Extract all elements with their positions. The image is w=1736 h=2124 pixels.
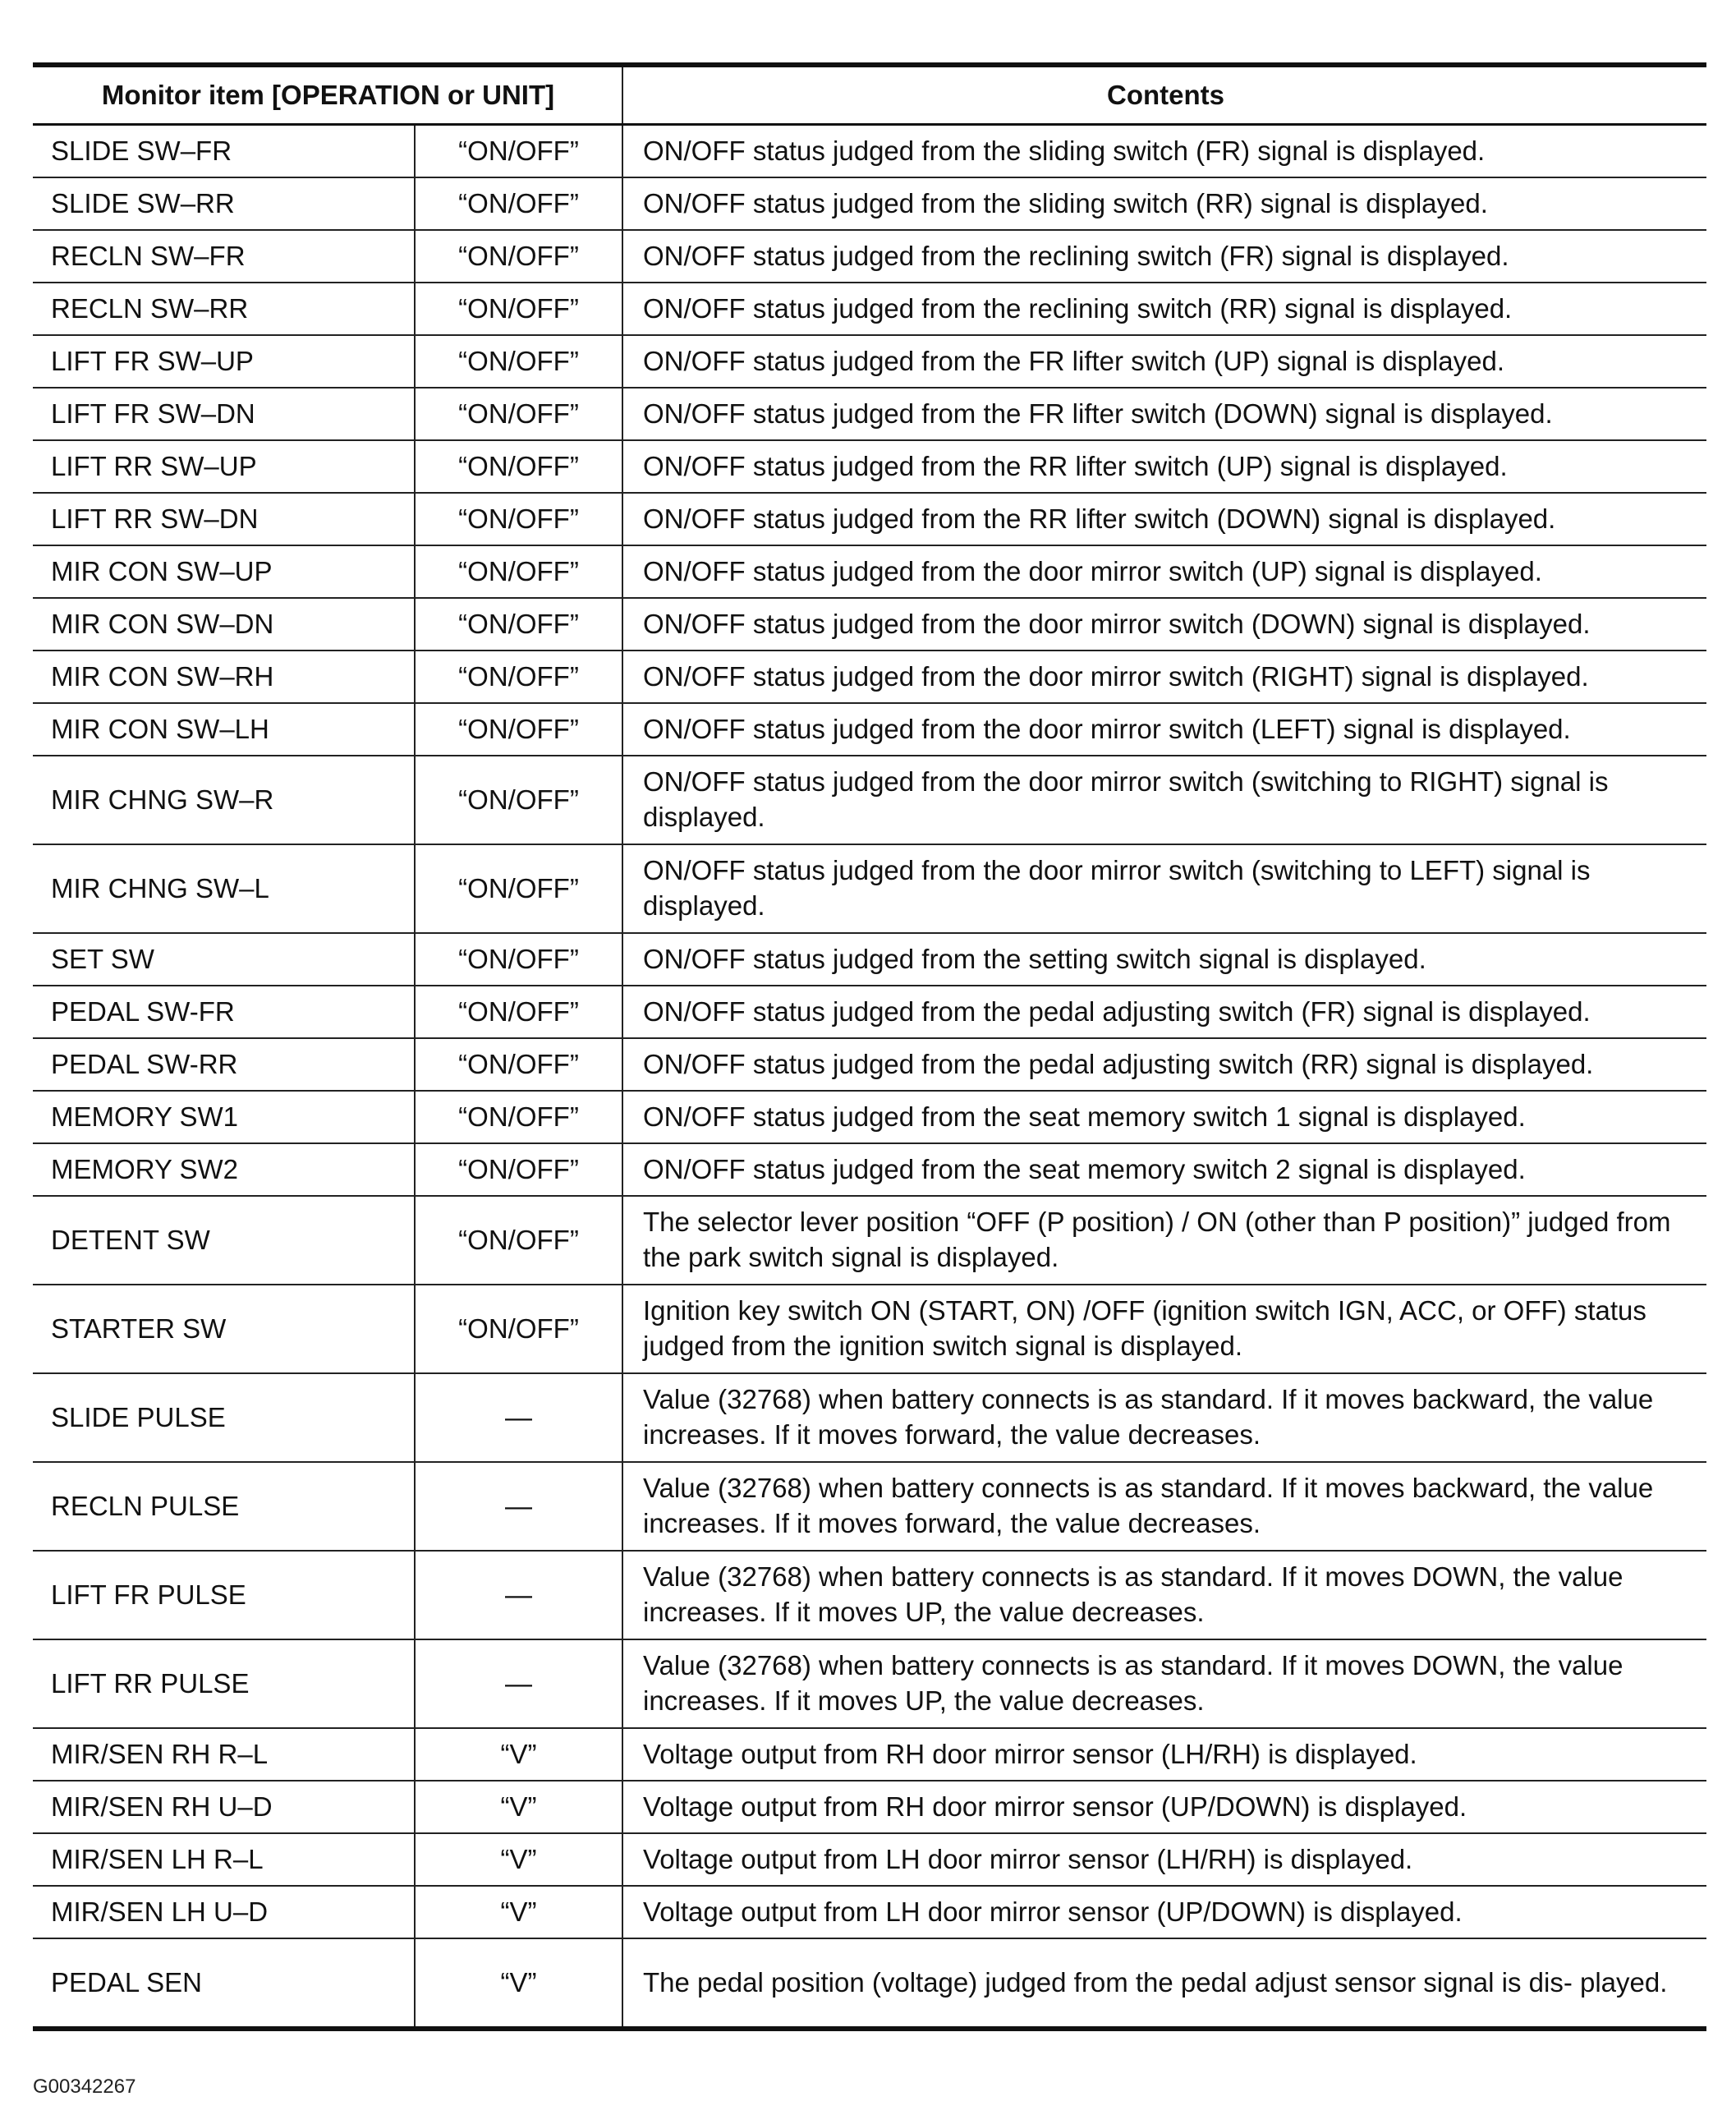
monitor-item-cell: LIFT RR SW–UP xyxy=(33,440,415,493)
table-row xyxy=(33,1551,1706,1639)
unit-cell: “V” xyxy=(415,1781,622,1833)
contents-cell: ON/OFF status judged from the reclining switch (FR) signal is displayed. xyxy=(622,230,1706,283)
table-row xyxy=(33,986,1706,1038)
unit-cell: “ON/OFF” xyxy=(415,844,622,933)
table-row xyxy=(33,1728,1706,1781)
table-row xyxy=(33,598,1706,651)
table-row xyxy=(33,1285,1706,1373)
table-row xyxy=(33,1462,1706,1551)
unit-cell: “V” xyxy=(415,1938,622,2029)
contents-cell: Voltage output from RH door mirror sensor (LH/RH) is displayed. xyxy=(622,1728,1706,1781)
table-row xyxy=(33,283,1706,335)
contents-cell: ON/OFF status judged from the door mirror switch (UP) signal is displayed. xyxy=(622,545,1706,598)
contents-cell: The selector lever position “OFF (P position) / ON (other than P position)” judged from the park switch signal is displayed. xyxy=(622,1196,1706,1285)
unit-cell: “ON/OFF” xyxy=(415,1196,622,1285)
monitor-item-cell: SLIDE PULSE xyxy=(33,1373,415,1462)
unit-cell: “ON/OFF” xyxy=(415,933,622,986)
monitor-item-cell: MEMORY SW2 xyxy=(33,1143,415,1196)
table-row xyxy=(33,844,1706,933)
monitor-item-cell: PEDAL SW-RR xyxy=(33,1038,415,1091)
monitor-item-cell: MIR/SEN RH U–D xyxy=(33,1781,415,1833)
unit-cell: “V” xyxy=(415,1833,622,1886)
monitor-item-cell: DETENT SW xyxy=(33,1196,415,1285)
unit-cell: “ON/OFF” xyxy=(415,1038,622,1091)
contents-cell: Value (32768) when battery connects is as standard. If it moves backward, the value increases. If it moves forward, the value decreases. xyxy=(622,1462,1706,1551)
monitor-item-cell: LIFT RR SW–DN xyxy=(33,493,415,545)
table-row xyxy=(33,388,1706,440)
unit-cell: “ON/OFF” xyxy=(415,1091,622,1143)
monitor-item-cell: SLIDE SW–RR xyxy=(33,177,415,230)
contents-cell: Ignition key switch ON (START, ON) /OFF (ignition switch IGN, ACC, or OFF) status judged from the ignition switch signal is displayed. xyxy=(622,1285,1706,1373)
monitor-item-cell: MIR CON SW–UP xyxy=(33,545,415,598)
unit-cell: “ON/OFF” xyxy=(415,1285,622,1373)
table-row xyxy=(33,1639,1706,1728)
unit-cell: “ON/OFF” xyxy=(415,177,622,230)
table-row xyxy=(33,1781,1706,1833)
unit-cell: “ON/OFF” xyxy=(415,545,622,598)
contents-cell: ON/OFF status judged from the seat memory switch 2 signal is displayed. xyxy=(622,1143,1706,1196)
monitor-item-cell: MIR CON SW–LH xyxy=(33,703,415,756)
monitor-item-cell: MIR CON SW–DN xyxy=(33,598,415,651)
contents-cell: ON/OFF status judged from the door mirror switch (DOWN) signal is displayed. xyxy=(622,598,1706,651)
unit-cell: “ON/OFF” xyxy=(415,335,622,388)
monitor-item-cell: MIR CHNG SW–L xyxy=(33,844,415,933)
contents-cell: Value (32768) when battery connects is as standard. If it moves DOWN, the value increases. If it moves UP, the value decreases. xyxy=(622,1639,1706,1728)
unit-cell: “ON/OFF” xyxy=(415,598,622,651)
monitor-item-cell: MIR CHNG SW–R xyxy=(33,756,415,844)
monitor-item-cell: PEDAL SEN xyxy=(51,1966,203,1998)
unit-cell: “ON/OFF” xyxy=(415,651,622,703)
monitor-item-cell: MEMORY SW1 xyxy=(33,1091,415,1143)
contents-cell: Voltage output from LH door mirror sensor (UP/DOWN) is displayed. xyxy=(622,1886,1706,1938)
contents-cell: ON/OFF status judged from the sliding switch (RR) signal is displayed. xyxy=(622,177,1706,230)
monitor-item-cell: PEDAL SW-FR xyxy=(33,986,415,1038)
unit-cell: “ON/OFF” xyxy=(415,493,622,545)
unit-cell: “ON/OFF” xyxy=(415,1143,622,1196)
unit-cell: “ON/OFF” xyxy=(415,703,622,756)
monitor-item-cell: SLIDE SW–FR xyxy=(33,125,415,178)
monitor-item-cell: MIR/SEN LH R–L xyxy=(33,1833,415,1886)
table-row xyxy=(33,756,1706,844)
unit-cell: “ON/OFF” xyxy=(415,440,622,493)
figure-id: G00342267 xyxy=(33,2076,136,2098)
contents-cell: ON/OFF status judged from the FR lifter switch (UP) signal is displayed. xyxy=(622,335,1706,388)
monitor-item-cell: LIFT FR SW–UP xyxy=(33,335,415,388)
unit-cell: — xyxy=(415,1639,622,1728)
table-row xyxy=(33,177,1706,230)
contents-cell: ON/OFF status judged from the door mirror switch (switching to LEFT) signal is displayed. xyxy=(622,844,1706,933)
table-row xyxy=(33,125,1706,178)
contents-header: Contents xyxy=(622,65,1706,125)
table-row xyxy=(33,1938,1706,2029)
unit-cell: “ON/OFF” xyxy=(415,756,622,844)
unit-cell: “V” xyxy=(415,1886,622,1938)
unit-cell: “V” xyxy=(415,1728,622,1781)
monitor-item-cell: LIFT RR PULSE xyxy=(33,1639,415,1728)
unit-cell: “ON/OFF” xyxy=(415,125,622,178)
monitor-item-cell: SET SW xyxy=(33,933,415,986)
contents-cell: Voltage output from RH door mirror sensor (UP/DOWN) is displayed. xyxy=(622,1781,1706,1833)
contents-cell: Value (32768) when battery connects is as standard. If it moves backward, the value increases. If it moves forward, the value decreases. xyxy=(622,1373,1706,1462)
table-row xyxy=(33,933,1706,986)
contents-cell: ON/OFF status judged from the FR lifter switch (DOWN) signal is displayed. xyxy=(622,388,1706,440)
table-row xyxy=(33,703,1706,756)
monitor-item-cell: LIFT FR SW–DN xyxy=(33,388,415,440)
table-row xyxy=(33,1833,1706,1886)
monitor-item-header: Monitor item [OPERATION or UNIT] xyxy=(33,65,622,125)
contents-cell: ON/OFF status judged from the door mirror switch (switching to RIGHT) signal is displayed. xyxy=(622,756,1706,844)
unit-cell: “ON/OFF” xyxy=(415,230,622,283)
contents-cell: ON/OFF status judged from the RR lifter switch (UP) signal is displayed. xyxy=(622,440,1706,493)
table-row xyxy=(33,1091,1706,1143)
monitor-item-table xyxy=(33,62,1706,2031)
monitor-item-cell: MIR/SEN LH U–D xyxy=(33,1886,415,1938)
table-row xyxy=(33,440,1706,493)
table-row xyxy=(33,230,1706,283)
table-row xyxy=(33,1196,1706,1285)
unit-cell: — xyxy=(415,1462,622,1551)
table-row xyxy=(33,1886,1706,1938)
contents-cell: ON/OFF status judged from the door mirror switch (LEFT) signal is displayed. xyxy=(622,703,1706,756)
monitor-item-cell: RECLN SW–FR xyxy=(33,230,415,283)
table-row xyxy=(33,1373,1706,1462)
table-header-row xyxy=(33,65,1706,125)
unit-cell: “ON/OFF” xyxy=(415,388,622,440)
monitor-item-cell: MIR CON SW–RH xyxy=(33,651,415,703)
monitor-item-cell: RECLN SW–RR xyxy=(33,283,415,335)
contents-cell: ON/OFF status judged from the RR lifter switch (DOWN) signal is displayed. xyxy=(622,493,1706,545)
contents-cell: ON/OFF status judged from the setting switch signal is displayed. xyxy=(622,933,1706,986)
contents-cell: ON/OFF status judged from the sliding switch (FR) signal is displayed. xyxy=(622,125,1706,178)
table-row xyxy=(33,545,1706,598)
unit-cell: — xyxy=(415,1373,622,1462)
table-row xyxy=(33,335,1706,388)
contents-cell: The pedal position (voltage) judged from the pedal adjust sensor signal is dis- played. xyxy=(622,1938,1706,2029)
contents-cell: ON/OFF status judged from the door mirror switch (RIGHT) signal is displayed. xyxy=(622,651,1706,703)
monitor-item-cell: MIR/SEN RH R–L xyxy=(33,1728,415,1781)
table-row xyxy=(33,1038,1706,1091)
unit-cell: — xyxy=(415,1551,622,1639)
contents-cell: ON/OFF status judged from the pedal adjusting switch (FR) signal is displayed. xyxy=(622,986,1706,1038)
contents-cell: Voltage output from LH door mirror sensor (LH/RH) is displayed. xyxy=(622,1833,1706,1886)
contents-cell: ON/OFF status judged from the reclining switch (RR) signal is displayed. xyxy=(622,283,1706,335)
monitor-item-cell: RECLN PULSE xyxy=(33,1462,415,1551)
unit-cell: “ON/OFF” xyxy=(415,986,622,1038)
contents-cell: Value (32768) when battery connects is as standard. If it moves DOWN, the value increases. If it moves UP, the value decreases. xyxy=(622,1551,1706,1639)
monitor-item-cell: STARTER SW xyxy=(33,1285,415,1373)
unit-cell: “ON/OFF” xyxy=(415,283,622,335)
monitor-item-cell: LIFT FR PULSE xyxy=(33,1551,415,1639)
contents-cell: ON/OFF status judged from the seat memory switch 1 signal is displayed. xyxy=(622,1091,1706,1143)
table-row xyxy=(33,1143,1706,1196)
table-row xyxy=(33,493,1706,545)
table-row xyxy=(33,651,1706,703)
contents-cell: ON/OFF status judged from the pedal adjusting switch (RR) signal is displayed. xyxy=(622,1038,1706,1091)
